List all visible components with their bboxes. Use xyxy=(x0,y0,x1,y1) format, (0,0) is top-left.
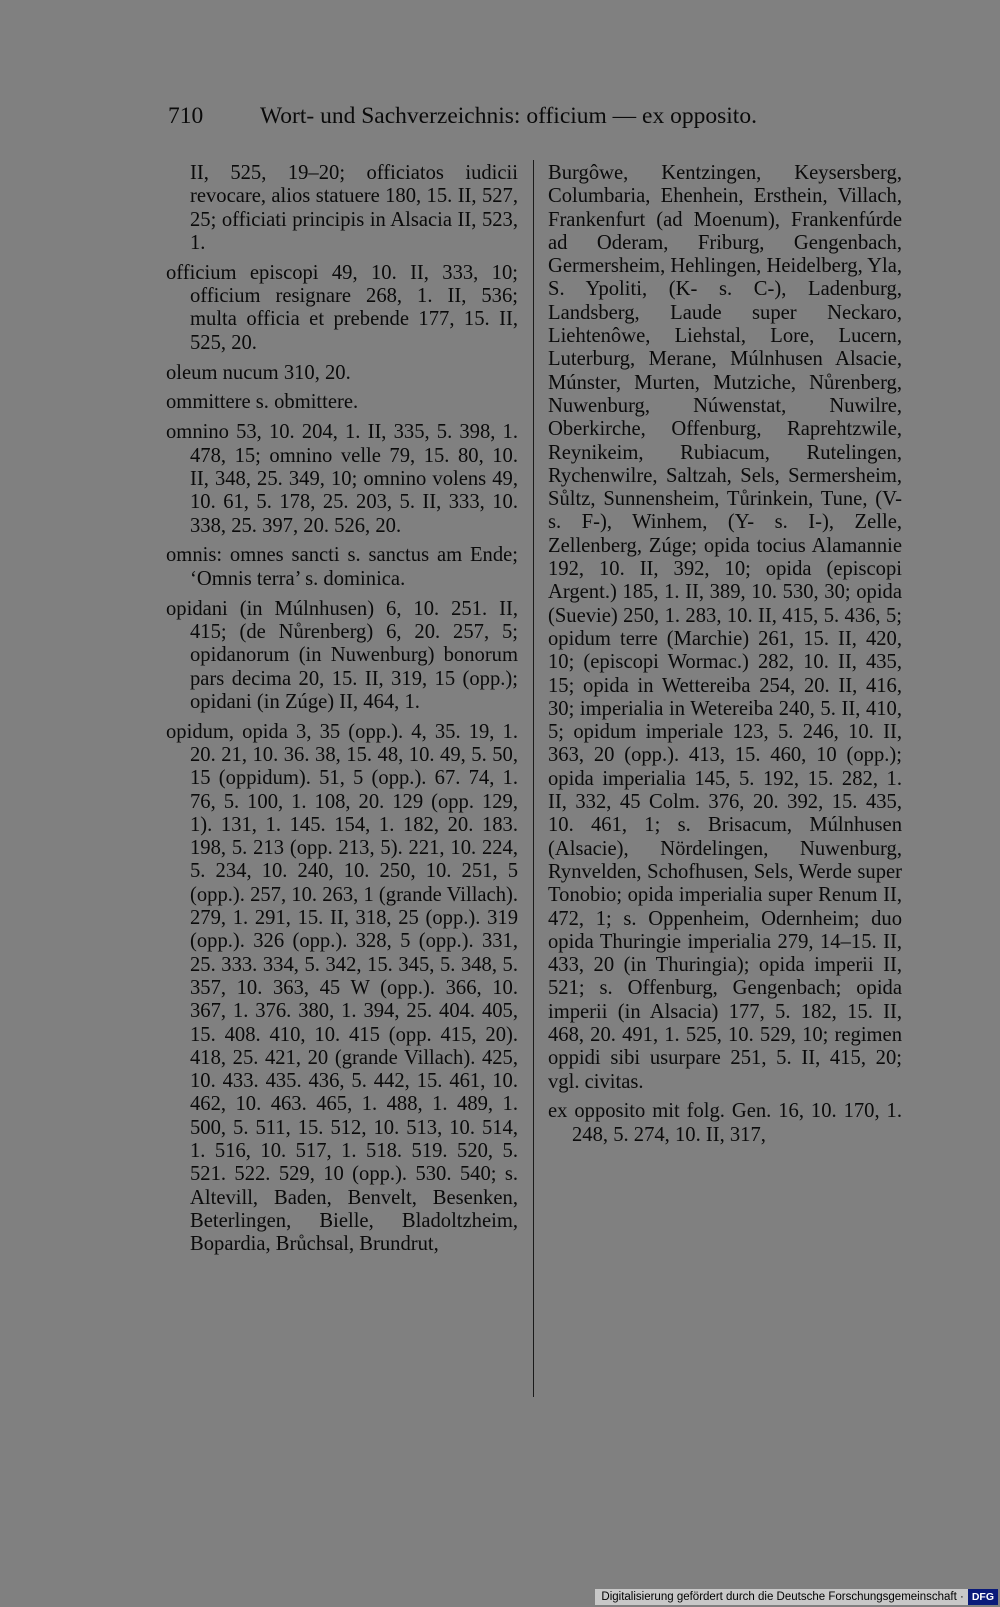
index-entry: opidani (in Múlnhusen) 6, 10. 251. II, 415; (de Nůrenberg) 6, 20. 257, 5; opidanorum (in Nuwenburg) bonorum pars decima 20, 15. II, 319, 15 (opp.); opidani (in Zúge) II, 464, 1. xyxy=(166,597,518,713)
index-entry-continued: Burgôwe, Kentzingen, Keysersberg, Columbaria, Ehenhein, Ersthein, Villach, Frankenfurt (ad Moenum), Frankenfúrde ad Oderam, Friburg, Gengenbach, Germersheim, Hehlingen, Heidelberg, Yla, S. Ypoliti, (K- s. C-), Ladenburg, Landsberg, Laude super Neckaro, Liehtenôwe, Liehstal, Lore, Lucern, Luterburg, Merane, Múlnhusen Alsacie, Múnster, Murten, Mutziche, Nůrenberg, Nuwenburg, Núwenstat, Nuwilre, Oberkirche, Offenburg, Raprehtzwile, Reynikeim, Rubiacum, Rutelingen, Rychenwilre, Saltzah, Sels, Sermersheim, Sůltz, Sunnensheim, Tůrinkein, Tune, (V- s. F-), Winhem, (Y- s. I-), Zelle, Zellenberg, Zúge; opida tocius Alamannie 192, 10. II, 392, 10; opida (episcopi Argent.) 185, 1. II, 389, 10. 530, 30; opida (Suevie) 250, 1. 283, 10. II, 415, 5. 436, 5; opidum terre (Marchie) 261, 15. II, 420, 10; (episcopi Wormac.) 282, 10. II, 435, 15; opida in Wettereiba 254, 20. II, 416, 30; imperialia in Wetereiba 240, 5. II, 410, 5; opidum imperiale 123, 5. 246, 10. II, 363, 20 (opp.). 413, 15. 460, 10 (opp.); opida imperialia 145, 5. 192, 15. 282, 1. II, 332, 45 Colm. 376, 20. 392, 15. 435, 10. 461, 1; s. Brisacum, Múlnhusen (Alsacie), Nördelingen, Nuwenburg, Rynvelden, Schofhusen, Sels, Werde super Tonobio; opida imperialia super Renum II, 472, 1; s. Oppenheim, Odernheim; duo opida Thuringie imperialia 279, 14–15. II, 433, 20 (in Thuringia); opida imperii II, 521; s. Offenburg, Gengenbach; opida imperii (in Alsacia) 177, 5. 182, 15. II, 468, 20. 491, 1. 525, 10. 529, 10; regimen oppidi sibi usurpare 251, 5. II, 415, 20; vgl. civitas. xyxy=(548,162,902,1093)
page-number: 710 xyxy=(168,103,204,129)
index-entry-continued: II, 525, 19–20; officiatos iudicii revocare, alios statuere 180, 15. II, 527, 25; officiati principis in Alsacia II, 523, 1. xyxy=(190,162,518,254)
index-entry: oleum nucum 310, 20. xyxy=(166,361,351,384)
column-divider xyxy=(533,160,534,1397)
index-column-right xyxy=(548,162,902,1154)
index-column-left xyxy=(166,162,518,1263)
digitization-footer xyxy=(595,1587,1000,1607)
index-entry: officium episcopi 49, 10. II, 333, 10; officium resignare 268, 1. II, 536; multa officia et prebende 177, 15. II, 525, 20. xyxy=(166,261,518,354)
index-entry: opidum, opida 3, 35 (opp.). 4, 35. 19, 1. 20. 21, 10. 36. 38, 15. 48, 10. 49, 5. 50, 15 (oppidum). 51, 5 (opp.). 67. 74, 1. 76, 5. 100, 1. 108, 20. 129 (opp. 129, 1). 131, 1. 145. 154, 1. 182, 20. 183. 198, 5. 213 (opp. 213, 5). 221, 10. 224, 5. 234, 10. 240, 10. 250, 10. 251, 5 (opp.). 257, 10. 263, 1 (grande Villach). 279, 1. 291, 15. II, 318, 25 (opp.). 319 (opp.). 326 (opp.). 328, 5 (opp.). 331, 25. 333. 334, 5. 342, 15. 345, 5. 348, 5. 357, 10. 363, 45 W (opp.). 366, 10. 367, 1. 376. 380, 1. 394, 25. 404. 405, 15. 408. 410, 10. 415 (opp. 415, 20). 418, 25. 421, 20 (grande Villach). 425, 10. 433. 435. 436, 5. 442, 15. 461, 10. 462, 10. 463. 465, 1. 488, 1. 489, 1. 500, 5. 511, 15. 512, 10. 513, 10. 514, 1. 516, 10. 517, 1. 518. 519. 520, 5. 521. 522. 529, 10 (opp.). 530. 540; s. Altevill, Baden, Benvelt, Besenken, Beterlingen, Bielle, Bladoltzheim, Bopardia, Brůchsal, Brundrut, xyxy=(166,720,518,1256)
index-entry: omnino 53, 10. 204, 1. II, 335, 5. 398, 1. 478, 15; omnino velle 79, 15. 80, 10. II, 348, 25. 349, 10; omnino volens 49, 10. 61, 5. 178, 25. 203, 5. II, 333, 10. 338, 25. 397, 20. 526, 20. xyxy=(166,421,518,537)
index-entry: ex opposito mit folg. Gen. 16, 10. 170, 1. 248, 5. 274, 10. II, 317, xyxy=(548,1100,902,1146)
index-entry: ommittere s. obmittere. xyxy=(166,391,359,414)
funding-notice: Digitalisierung gefördert durch die Deutsche Forschungsgemeinschaft · xyxy=(595,1589,967,1605)
dfg-logo: DFG xyxy=(968,1589,998,1605)
page-header xyxy=(168,103,818,130)
running-title: Wort- und Sachverzeichnis: officium — ex opposito. xyxy=(260,103,757,129)
index-entry: omnis: omnes sancti s. sanctus am Ende; ‘Omnis terra’ s. dominica. xyxy=(166,544,518,590)
